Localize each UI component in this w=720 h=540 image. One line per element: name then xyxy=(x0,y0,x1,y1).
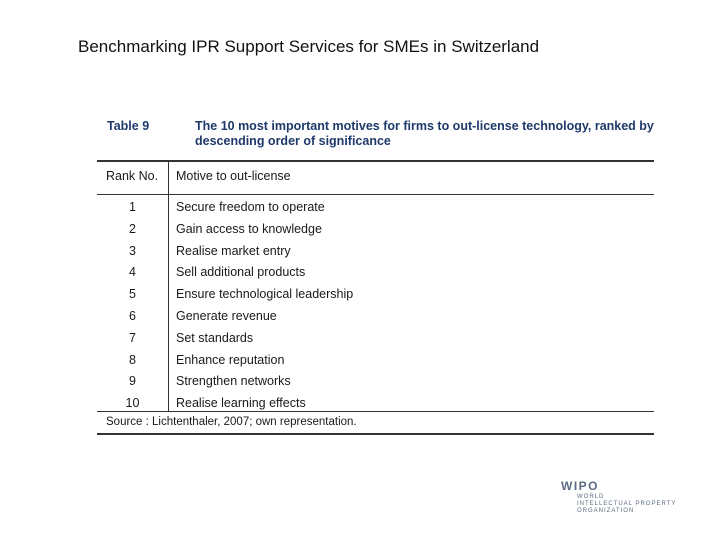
rank-cell: 4 xyxy=(129,265,136,280)
rank-cell: 6 xyxy=(129,308,136,323)
motive-cell: Generate revenue xyxy=(176,308,277,323)
table-header-rule xyxy=(97,194,654,195)
table-body-rule xyxy=(97,411,654,412)
wipo-logo xyxy=(561,479,711,519)
rank-cell: 7 xyxy=(129,330,136,345)
table-row xyxy=(97,241,654,263)
table-caption-text: The 10 most important motives for firms to out-license technology, ranked by descending order of significance xyxy=(195,119,654,148)
table-top-rule xyxy=(97,160,654,162)
motive-cell: Set standards xyxy=(176,330,254,345)
table-row xyxy=(97,328,654,350)
table-row xyxy=(97,350,654,372)
table-row xyxy=(97,262,654,284)
motive-cell: Realise market entry xyxy=(176,243,291,258)
motive-cell: Gain access to knowledge xyxy=(176,221,322,236)
table-label: Table 9 xyxy=(107,119,150,133)
motive-cell: Enhance reputation xyxy=(176,352,285,367)
table-row xyxy=(97,371,654,393)
motive-cell: Secure freedom to operate xyxy=(176,200,325,214)
table-bottom-rule xyxy=(97,433,654,435)
table-row xyxy=(97,219,654,241)
table-row xyxy=(97,197,654,219)
rank-cell: 5 xyxy=(129,287,136,302)
table-row xyxy=(97,306,654,328)
table-row xyxy=(97,284,654,306)
rank-cell: 3 xyxy=(129,243,136,258)
header-rank: Rank No. xyxy=(106,169,159,183)
wipo-logo-line: ORGANIZATION xyxy=(577,508,635,514)
slide-title: Benchmarking IPR Support Services for SMEs in Switzerland xyxy=(78,37,540,56)
wipo-logo-line: WORLD xyxy=(577,494,605,500)
wipo-logo-line: INTELLECTUAL PROPERTY xyxy=(577,501,677,507)
header-motive: Motive to out-license xyxy=(176,169,291,183)
rank-cell: 9 xyxy=(129,374,136,389)
motive-cell: Realise learning effects xyxy=(176,396,306,411)
motive-cell: Ensure technological leadership xyxy=(176,287,354,302)
motive-cell: Strengthen networks xyxy=(176,374,291,389)
rank-cell: 2 xyxy=(129,221,136,236)
wipo-logo-word: WIPO xyxy=(561,479,599,493)
rank-cell: 8 xyxy=(129,352,136,367)
rank-cell: 1 xyxy=(129,200,136,214)
motive-cell: Sell additional products xyxy=(176,265,306,280)
table-body xyxy=(97,197,654,415)
table-source: Source : Lichtenthaler, 2007; own representation. xyxy=(106,416,357,428)
rank-cell: 10 xyxy=(125,396,140,411)
